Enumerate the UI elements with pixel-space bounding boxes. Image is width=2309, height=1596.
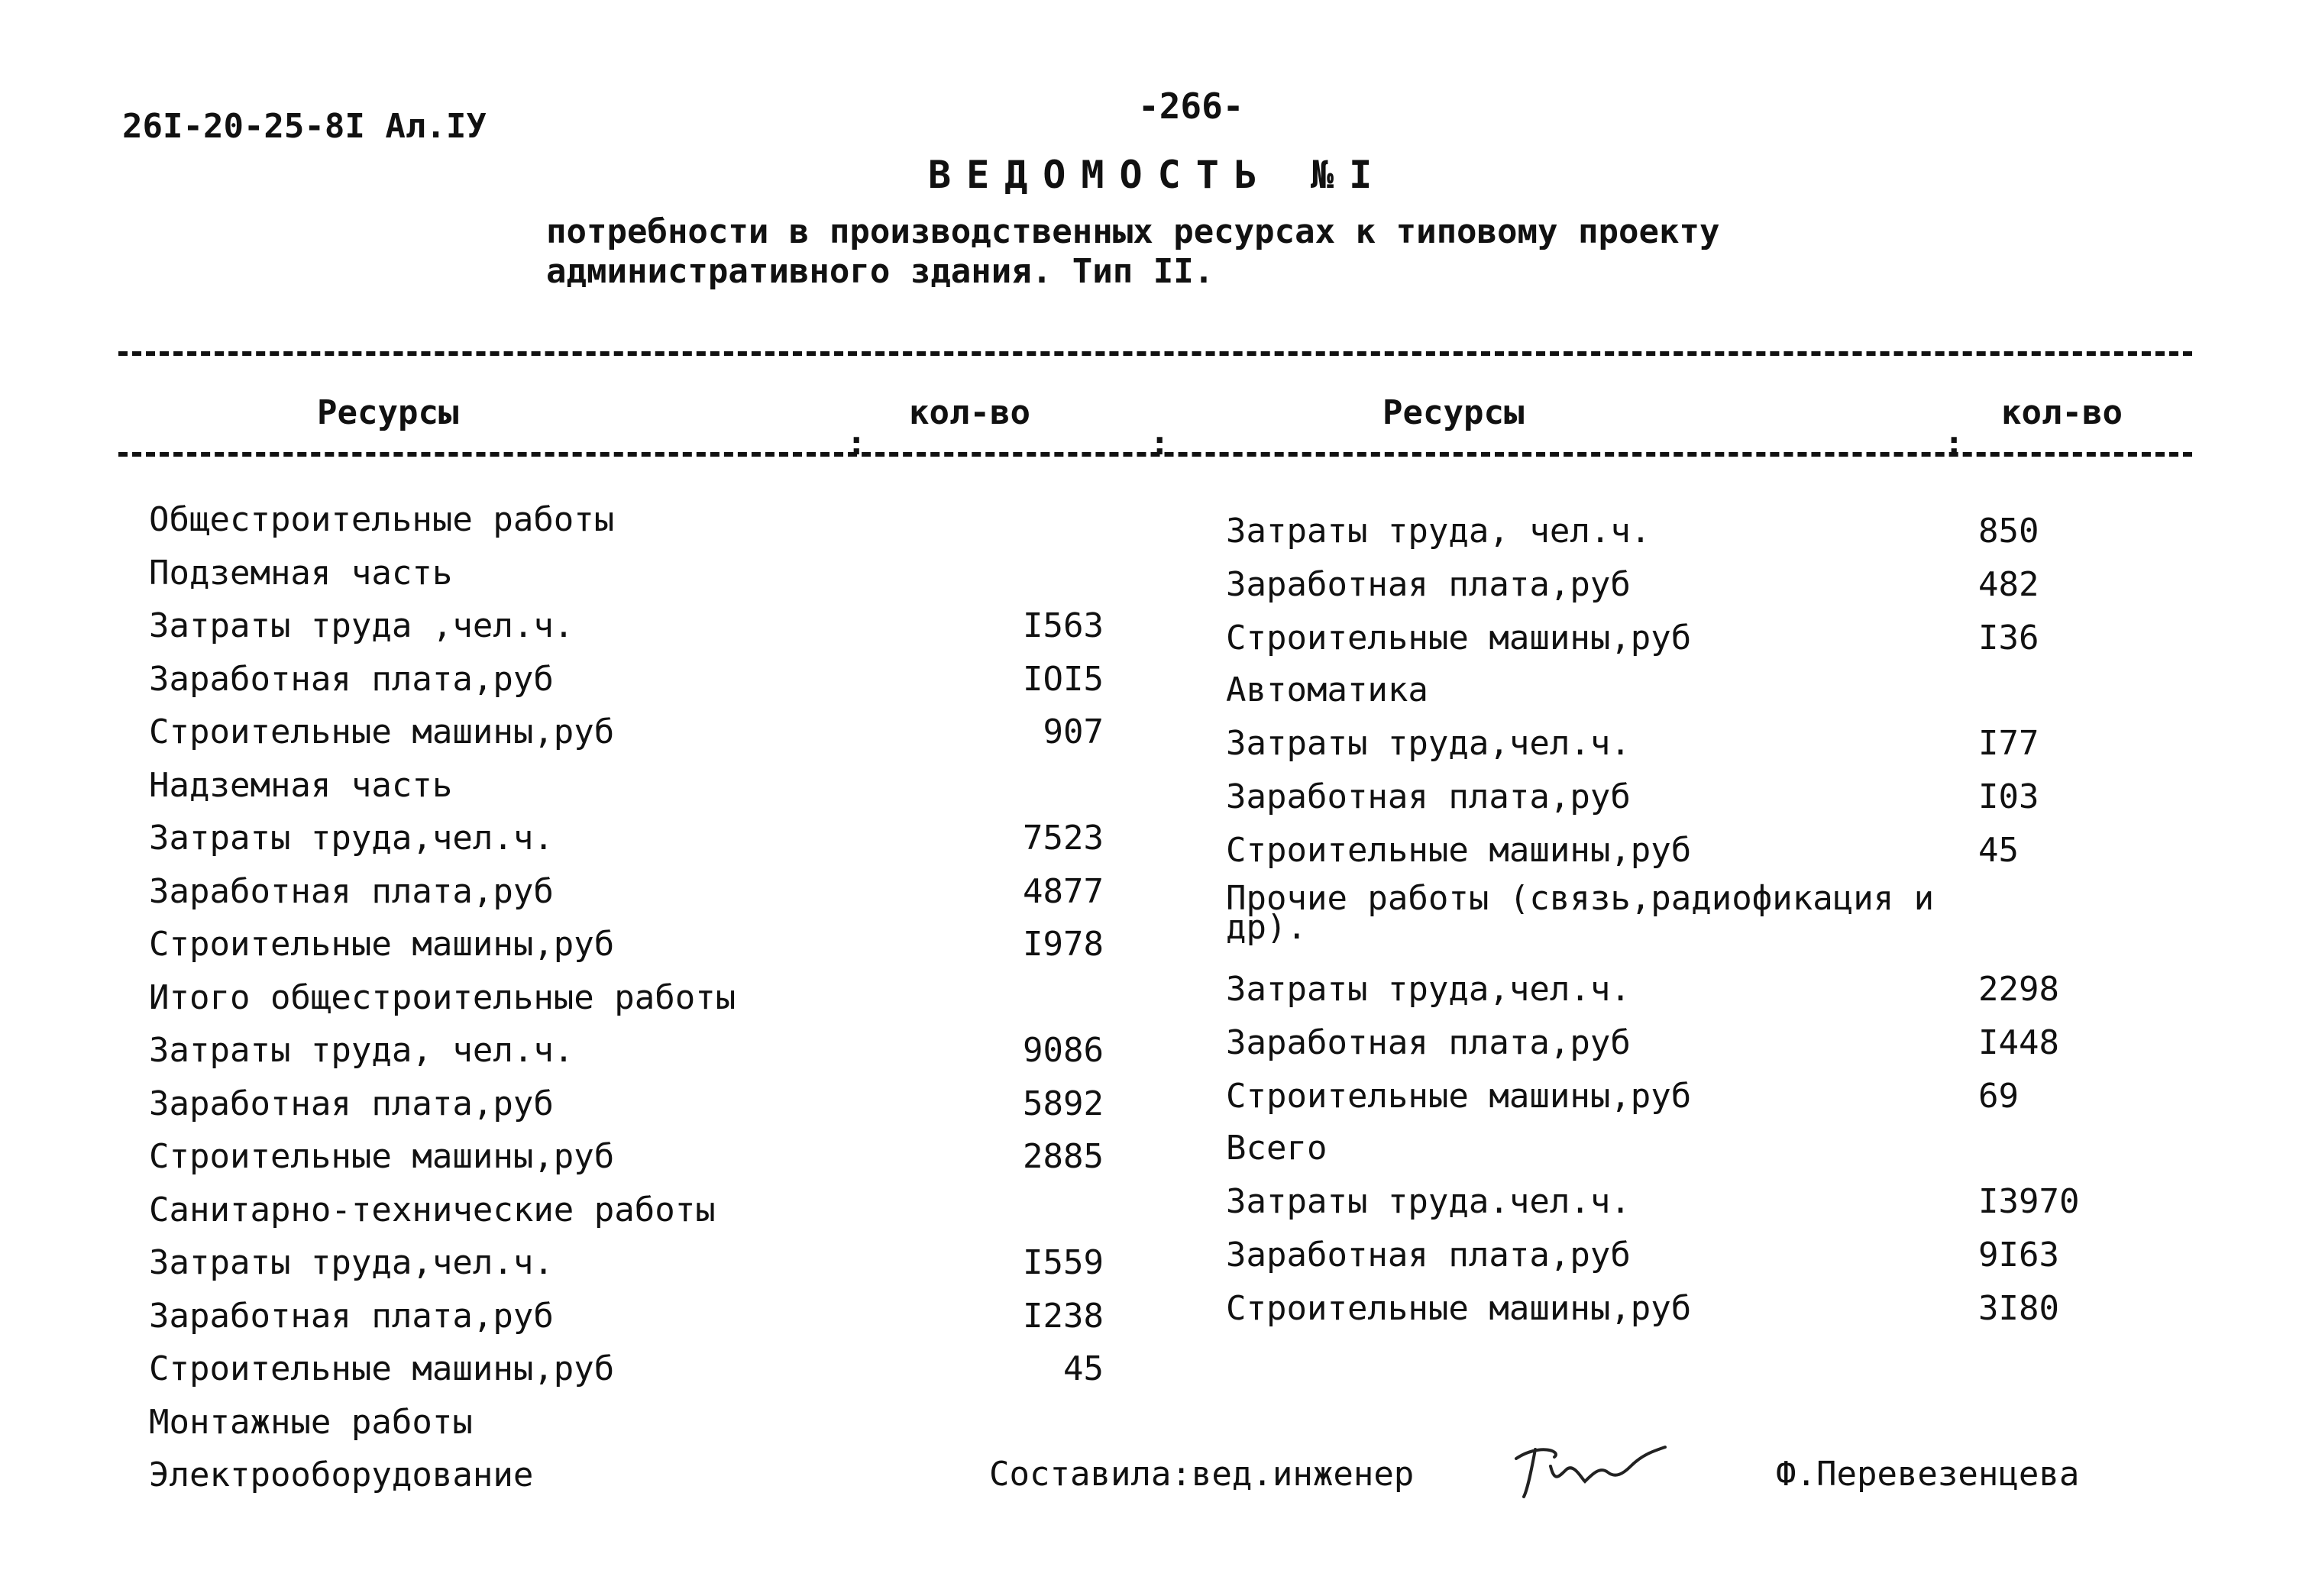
resource-quantity: 3I80 xyxy=(1978,1289,2059,1328)
resource-label: Заработная плата,руб xyxy=(149,1084,554,1123)
signature xyxy=(1509,1436,1669,1504)
resource-quantity: I3970 xyxy=(1978,1182,2080,1221)
resource-quantity: I77 xyxy=(1978,724,2039,763)
resource-label: Заработная плата,руб xyxy=(149,871,554,911)
header-qty-left: кол-во xyxy=(909,393,1030,432)
resource-quantity: 907 xyxy=(1043,712,1104,751)
table-top-rule xyxy=(118,351,2192,356)
resource-label: Строительные машины,руб xyxy=(149,1349,615,1388)
resource-label: Санитарно-технические работы xyxy=(149,1190,716,1229)
resource-quantity: I559 xyxy=(1023,1243,1104,1282)
resource-quantity: 850 xyxy=(1978,512,2039,551)
resource-label: Надземная часть xyxy=(149,765,453,805)
resource-quantity: I36 xyxy=(1978,619,2039,657)
resource-label: Общестроительные работы xyxy=(149,500,615,539)
resource-label: Электрооборудование xyxy=(149,1455,534,1494)
resource-quantity: I238 xyxy=(1023,1296,1104,1336)
resource-quantity: IOI5 xyxy=(1023,659,1104,699)
resource-quantity: I978 xyxy=(1023,925,1104,964)
column-separator: : xyxy=(1150,424,1170,463)
resource-label: Всего xyxy=(1226,1129,1328,1168)
resource-quantity: I563 xyxy=(1023,606,1104,645)
header-resources-left: Ресурсы xyxy=(317,393,459,432)
resource-quantity: 45 xyxy=(1063,1349,1104,1388)
compiler-name: Ф.Перевезенцева xyxy=(1776,1455,2080,1494)
resource-quantity: I448 xyxy=(1978,1023,2059,1062)
resource-quantity: I03 xyxy=(1978,777,2039,816)
resource-label: Заработная плата,руб xyxy=(149,1296,554,1336)
resource-label: Затраты труда,чел.ч. xyxy=(149,1243,554,1282)
resource-quantity: 7523 xyxy=(1023,819,1104,858)
resource-label: Затраты труда,чел.ч. xyxy=(149,819,554,858)
resource-label: Прочие работы (связь,радиофикация и др). xyxy=(1226,879,1935,947)
column-separator: : xyxy=(1944,424,1965,463)
compiled-by-label: Составила:вед.инженер xyxy=(989,1455,1415,1494)
resource-quantity: 2885 xyxy=(1023,1137,1104,1176)
header-resources-right: Ресурсы xyxy=(1382,393,1525,432)
resource-quantity: 45 xyxy=(1978,831,2019,870)
column-separator: : xyxy=(846,424,867,463)
resource-quantity: 69 xyxy=(1978,1077,2019,1116)
resource-quantity: 2298 xyxy=(1978,970,2059,1009)
resource-label: Заработная плата,руб xyxy=(1226,777,1631,816)
subtitle-line-2: административного здания. Тип II. xyxy=(546,252,1214,291)
document-title: ВЕДОМОСТЬ №I xyxy=(928,153,1388,197)
resource-label: Строительные машины,руб xyxy=(1226,831,1692,870)
resource-label: Затраты труда ,чел.ч. xyxy=(149,606,574,645)
page-number: -266- xyxy=(1138,86,1244,127)
document-subtitle xyxy=(546,212,1719,292)
resource-label: Строительные машины,руб xyxy=(149,712,615,751)
resource-quantity: 4877 xyxy=(1023,871,1104,911)
resource-label: Подземная часть xyxy=(149,553,453,593)
resource-label: Строительные машины,руб xyxy=(149,925,615,964)
resource-quantity: 482 xyxy=(1978,565,2039,604)
resource-quantity: 9086 xyxy=(1023,1031,1104,1070)
resource-label: Затраты труда.чел.ч. xyxy=(1226,1182,1631,1221)
resource-label: Заработная плата,руб xyxy=(1226,1023,1631,1062)
subtitle-line-1: потребности в производственных ресурсах к типовому проекту xyxy=(546,212,1720,251)
resource-label: Строительные машины,руб xyxy=(149,1137,615,1176)
resource-label: Строительные машины,руб xyxy=(1226,1289,1692,1328)
table-header-rule xyxy=(118,452,2192,457)
resource-label: Строительные машины,руб xyxy=(1226,1077,1692,1116)
resource-label: Автоматика xyxy=(1226,670,1428,709)
resource-label: Строительные машины,руб xyxy=(1226,619,1692,657)
resource-label: Монтажные работы xyxy=(149,1402,473,1442)
resource-label: Затраты труда,чел.ч. xyxy=(1226,970,1631,1009)
resource-label: Заработная плата,руб xyxy=(149,659,554,699)
resource-label: Итого общестроительные работы xyxy=(149,977,736,1017)
header-qty-right: кол-во xyxy=(2001,393,2123,432)
resource-label: Затраты труда, чел.ч. xyxy=(1226,512,1651,551)
document-code: 26I-20-25-8I Ал.IУ xyxy=(122,107,487,146)
resource-quantity: 5892 xyxy=(1023,1084,1104,1123)
resource-quantity: 9I63 xyxy=(1978,1236,2059,1275)
resource-label: Затраты труда, чел.ч. xyxy=(149,1031,574,1070)
resource-label: Заработная плата,руб xyxy=(1226,565,1631,604)
resource-label: Заработная плата,руб xyxy=(1226,1236,1631,1275)
resource-label: Затраты труда,чел.ч. xyxy=(1226,724,1631,763)
